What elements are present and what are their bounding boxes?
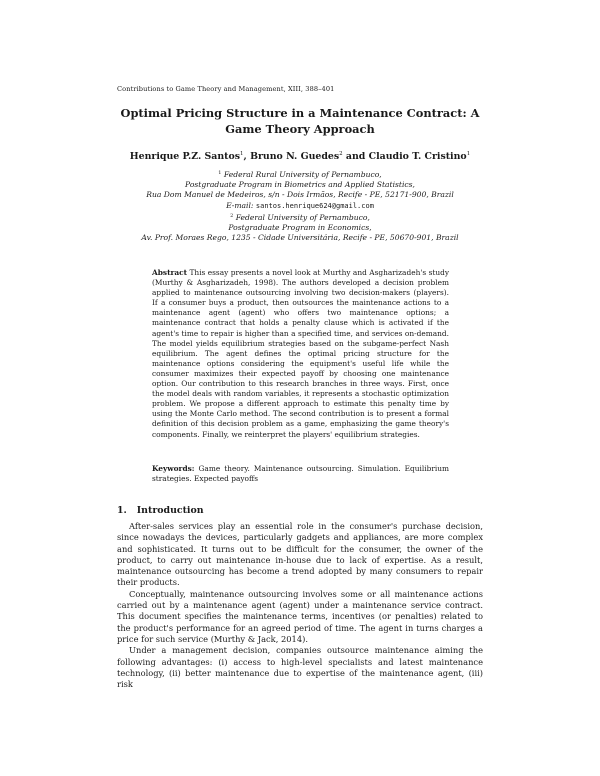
keywords-text: Game theory. Maintenance outsourcing. Simulation. Equilibrium strategies. Expected payoffs (152, 464, 450, 484)
email-address[interactable]: santos.henrique624@gmail.com (255, 201, 374, 210)
keywords-label: Keywords: (152, 464, 195, 473)
abstract-block (152, 268, 449, 440)
affiliation-2-program: Postgraduate Program in Economics, (228, 223, 372, 233)
keywords-block (152, 464, 449, 484)
paper-title (100, 106, 500, 137)
abstract-text: This essay presents a novel look at Murthy and Asgharizadeh's study (Murthy & Asgharizadeh, 1998). The authors developed a decision problem applied to maintenance outsourcing involving two decision-makers (players). If a consumer buys a product, then outsources the maintenance actions to a maintenance agent (agent) who offers two maintenance options; a maintenance contract that holds a penalty clause which is activated if the agent's time to repair is higher than a specified time, and services on-demand. The model yields equilibrium strategies based on the subgame-perfect Nash equilibrium. The agent defines the optimal pricing structure for the maintenance options considering the equipment's useful life while the consumer maximizes their expected payoff by choosing one maintenance option. Our contribution to this research branches in three ways. First, once the model deals with random variables, it represents a stochastic optimization problem. We propose a different approach to estimate this penalty time by using the Monte Carlo method. The second contribution is to present a formal definition of this decision problem as a game, emphasizing the game theory's components. Finally, we reinterpret the players' equilibrium strategies. (152, 268, 449, 439)
running-head: Contributions to Game Theory and Management, XIII, 388–401 (117, 85, 335, 93)
paragraph: Conceptually, maintenance outsourcing involves some or all maintenance actions carried out by a maintenance agent (agent) under a maintenance service contract. This document specifies the maintenance terms, incentives (or penalties) related to the product's performance for an agreed period of time. The agent in turns charges a price for such service (Murthy & Jack, 2014). (117, 588, 483, 644)
author-name: Henrique P.Z. Santos (129, 151, 241, 162)
introduction-body (117, 521, 483, 690)
affiliation-1-program: Postgraduate Program in Biometrics and Applied Statistics, (185, 180, 415, 190)
author-list: Henrique P.Z. Santos$^1$, Bruno N. Guedes$^2$ and Claudio T. Cristino$^1$ (129, 151, 471, 162)
affiliation-1-name: $^1$ Federal Rural University of Pernambuco, (218, 170, 382, 179)
section-heading (117, 505, 204, 516)
email-label: E-mail: (226, 200, 254, 210)
affiliation-2-name: $^2$ Federal University of Pernambuco, (230, 212, 370, 222)
author-mark: 1 (466, 151, 471, 157)
affiliation-2-address: Av. Prof. Moraes Rego, 1235 - Cidade Universitária, Recife - PE, 50670-901, Brazil (141, 233, 459, 243)
section-number: 1. (117, 505, 127, 516)
paragraph: Under a management decision, companies outsource maintenance aiming the following advantages: (i) access to high-level specialists and latest maintenance technology, (ii) better maintenance due to expertise of the maintenance agent, (iii) risk (117, 645, 483, 690)
author-name: Bruno N. Guedes (250, 151, 340, 162)
affiliation-mark: 1 (218, 170, 222, 176)
author-mark: 2 (339, 151, 343, 157)
section-title: Introduction (136, 505, 204, 516)
title-line-2: Game Theory Approach (225, 121, 375, 136)
author-mark: 1 (240, 151, 244, 157)
title-line-1: Optimal Pricing Structure in a Maintenance Contract: A (120, 106, 480, 120)
affiliation-mark: 2 (230, 212, 234, 219)
author-name: Claudio T. Cristino (368, 151, 467, 162)
email-line (90, 201, 510, 211)
abstract-label: Abstract (152, 268, 188, 277)
affiliations (90, 168, 510, 243)
paragraph: After-sales services play an essential role in the consumer's purchase decision, since nowadays the devices, particularly gadgets and appliances, are more complex and sophisticated. It turns out to be difficult for the consumer, the owner of the product, to carry out maintenance in-house due to lack of expertise. As a result, maintenance outsourcing has become a trend adopted by many consumers to repair their products. (117, 521, 483, 588)
affiliation-1-address: Rua Dom Manuel de Medeiros, s/n - Dois Irmãos, Recife - PE, 52171-900, Brazil (146, 190, 454, 200)
